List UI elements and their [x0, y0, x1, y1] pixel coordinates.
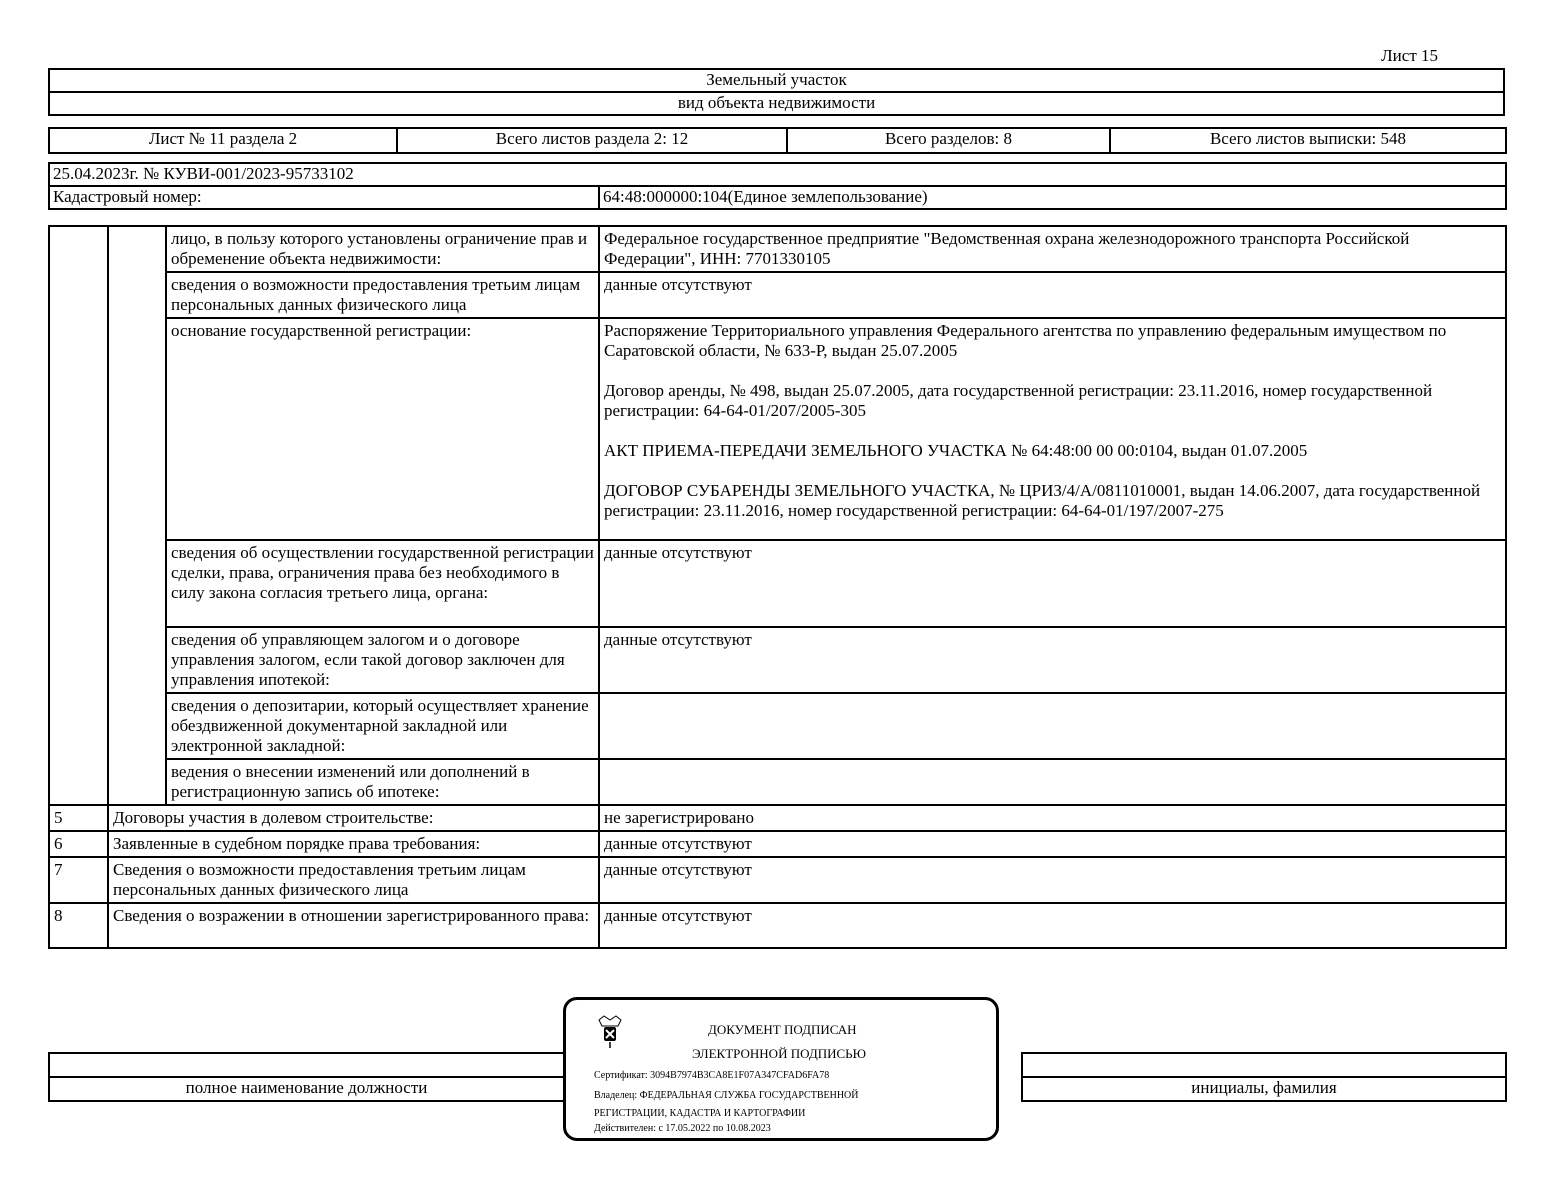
stamp-owner-2: РЕГИСТРАЦИИ, КАДАСТРА И КАРТОГРАФИИ [594, 1108, 806, 1119]
row-label: Договоры участия в долевом строительстве: [108, 805, 599, 831]
basis-item: ДОГОВОР СУБАРЕНДЫ ЗЕМЕЛЬНОГО УЧАСТКА, № ЦРИЗ/4/А/0811010001, выдан 14.06.2007, дата государственной регистрации: 23.11.2016, номер государственной регистрации: 64-64-01/197/2007-275 [604, 481, 1481, 520]
object-header [48, 68, 1505, 116]
basis-item: АКТ ПРИЕМА-ПЕРЕДАЧИ ЗЕМЕЛЬНОГО УЧАСТКА № 64:48:00 00 00:0104, выдан 01.07.2005 [604, 441, 1308, 460]
section-table [48, 225, 1507, 949]
row-value: данные отсутствуют [599, 627, 1506, 693]
table-row [49, 627, 1506, 693]
name-line [1022, 1053, 1506, 1077]
basis-item: Распоряжение Территориального управления Федерального агентства по управлению федеральным имуществом по Саратовской области, № 633-Р, выдан 25.07.2005 [604, 321, 1447, 360]
row-value: данные отсутствуют [599, 857, 1506, 903]
total-extract-sheets: Всего листов выписки: 548 [1110, 128, 1506, 153]
date-number: 25.04.2023г. № КУВИ-001/2023-95733102 [49, 163, 1506, 186]
row-num: 6 [49, 831, 108, 857]
stamp-line-1: ДОКУМЕНТ ПОДПИСАН [708, 1022, 857, 1037]
row-label: сведения о депозитарии, который осуществляет хранение обездвиженной документарной закладной или электронной закладной: [166, 693, 599, 759]
row-num: 5 [49, 805, 108, 831]
stamp-certificate: Сертификат: 3094B7974B3CA8E1F07A347CFAD6FA78 [594, 1070, 830, 1081]
position-line [49, 1053, 564, 1077]
row-num: 8 [49, 903, 108, 948]
cadastral-label: Кадастровый номер: [49, 186, 599, 209]
table-row [49, 226, 1506, 272]
row-value: Федеральное государственное предприятие "Ведомственная охрана железнодорожного транспорта Российской Федерации", ИНН: 7701330105 [599, 226, 1506, 272]
object-kind-caption: вид объекта недвижимости [49, 92, 1504, 115]
row-label: Заявленные в судебном порядке права требования: [108, 831, 599, 857]
stamp-line-2: ЭЛЕКТРОННОЙ ПОДПИСЬЮ [692, 1046, 866, 1061]
row-label: сведения об осуществлении государственной регистрации сделки, права, ограничения права без необходимого в силу закона согласия третьего лица, органа: [166, 540, 599, 627]
row-value: данные отсутствуют [599, 831, 1506, 857]
table-row [49, 693, 1506, 759]
subnum-cell-blank [108, 226, 166, 805]
basis-item: Договор аренды, № 498, выдан 25.07.2005, дата государственной регистрации: 23.11.2016, номер государственной регистрации: 64-64-01/207/2005-305 [604, 381, 1433, 420]
registration-basis-value [599, 318, 1506, 540]
object-type: Земельный участок [49, 69, 1504, 92]
row-label: сведения о возможности предоставления третьим лицам персональных данных физического лица [166, 272, 599, 318]
row-value: не зарегистрировано [599, 805, 1506, 831]
row-value [599, 693, 1506, 759]
table-row [49, 318, 1506, 540]
row-value: данные отсутствуют [599, 540, 1506, 627]
table-row [49, 805, 1506, 831]
table-row [49, 903, 1506, 948]
row-label: Сведения о возражении в отношении зарегистрированного права: [108, 903, 599, 948]
table-row [49, 272, 1506, 318]
name-caption: инициалы, фамилия [1022, 1077, 1506, 1101]
total-sections: Всего разделов: 8 [787, 128, 1110, 153]
position-caption: полное наименование должности [49, 1077, 564, 1101]
coat-of-arms-icon [596, 1014, 624, 1048]
cadastral-value: 64:48:000000:104(Единое землепользование) [599, 186, 1506, 209]
row-label: ведения о внесении изменений или дополнений в регистрационную запись об ипотеке: [166, 759, 599, 805]
table-row [49, 857, 1506, 903]
row-label: основание государственной регистрации: [166, 318, 599, 540]
stamp-valid: Действителен: с 17.05.2022 по 10.08.2023 [594, 1123, 771, 1134]
row-num: 7 [49, 857, 108, 903]
row-value: данные отсутствуют [599, 272, 1506, 318]
row-value: данные отсутствуют [599, 903, 1506, 948]
table-row [49, 759, 1506, 805]
sheet-no: Лист № 11 раздела 2 [49, 128, 397, 153]
row-label: лицо, в пользу которого установлены ограничение прав и обременение объекта недвижимости: [166, 226, 599, 272]
extract-meta [48, 162, 1507, 210]
row-label: Сведения о возможности предоставления третьим лицам персональных данных физического лица [108, 857, 599, 903]
total-section-sheets: Всего листов раздела 2: 12 [397, 128, 787, 153]
stamp-owner: Владелец: ФЕДЕРАЛЬНАЯ СЛУЖБА ГОСУДАРСТВЕННОЙ [594, 1090, 859, 1101]
num-cell-blank [49, 226, 108, 805]
sheet-info-row [48, 127, 1507, 154]
table-row [49, 540, 1506, 627]
row-value [599, 759, 1506, 805]
e-signature-stamp [563, 997, 999, 1141]
row-label: сведения об управляющем залогом и о договоре управления залогом, если такой договор заключен для управления ипотекой: [166, 627, 599, 693]
table-row [49, 831, 1506, 857]
sheet-number: Лист 15 [1381, 46, 1438, 65]
